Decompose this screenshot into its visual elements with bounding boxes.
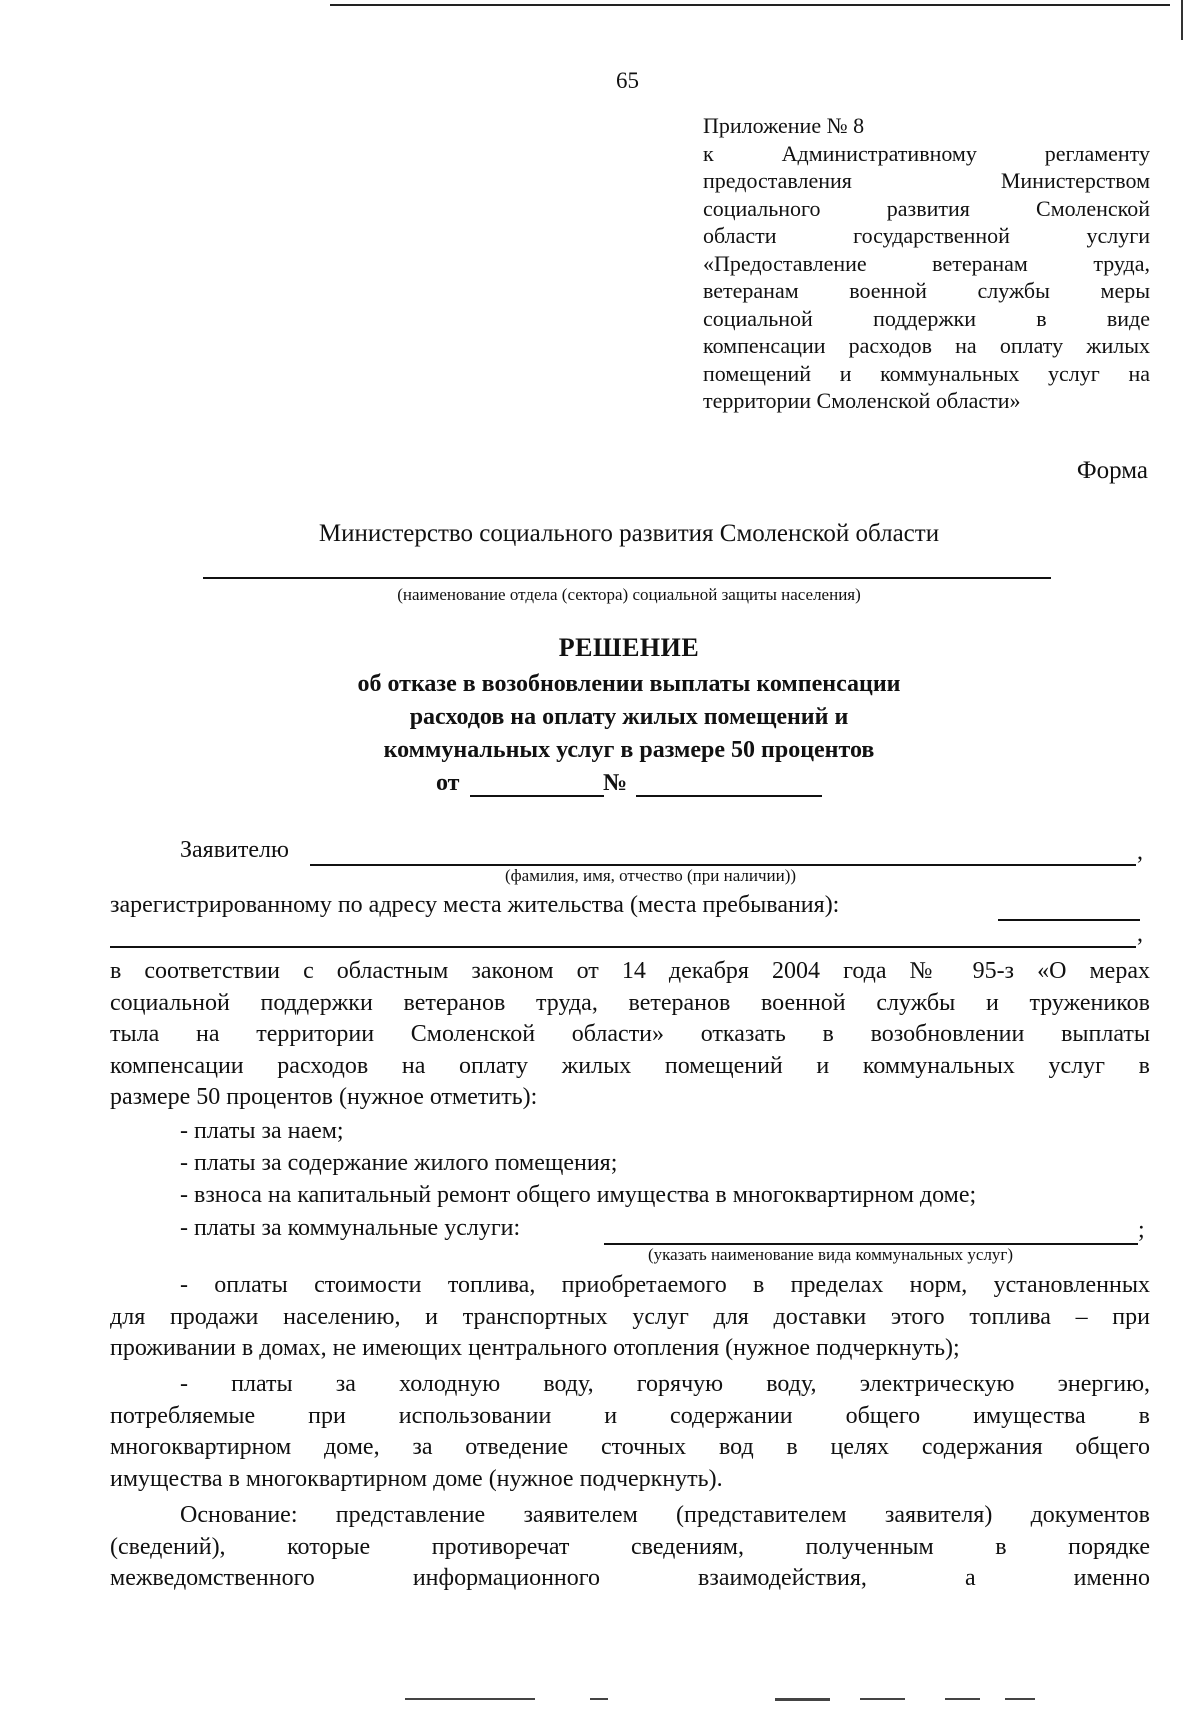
paragraph-line: Основание: представление заявителем (представителем заявителя) документов <box>180 1502 1150 1528</box>
appendix-line: компенсации расходов на оплату жилых <box>703 333 1150 358</box>
paragraph-line: потребляемые при использовании и содержании общего имущества в <box>110 1402 1150 1429</box>
comma: , <box>1137 839 1143 865</box>
appendix-line: области государственной услуги <box>703 223 1150 248</box>
address-fill-line <box>998 919 1140 921</box>
utilities-label: - платы за коммунальные услуги: <box>180 1215 521 1241</box>
appendix-line: Приложение № 8 <box>703 113 865 138</box>
appendix-line: социального развития Смоленской <box>703 195 1150 221</box>
appendix-line: помещений и коммунальных услуг на <box>703 360 1150 386</box>
paragraph-line: многоквартирном доме, за отведение сточных вод в целях содержания общего <box>110 1434 1150 1460</box>
appendix-line: к Административному регламенту <box>703 140 1150 166</box>
scan-artifact-line <box>775 1698 830 1701</box>
scan-artifact-line <box>1005 1698 1035 1700</box>
subtitle-line: об отказе в возобновлении выплаты компенсации <box>357 671 901 697</box>
paragraph-line: проживании в домах, не имеющих центрального отопления (нужное подчеркнуть); <box>110 1335 960 1361</box>
address-fill-line-2 <box>110 946 1136 948</box>
applicant-label: Заявителю <box>180 837 289 863</box>
paragraph-line: (сведений), которые противоречат сведениям, полученным в порядке <box>110 1533 1150 1560</box>
subtitle-line: коммунальных услуг в размере 50 процентов <box>383 737 875 763</box>
ministry-name: Министерство социального развития Смоленской области <box>318 520 940 547</box>
form-label: Форма <box>1076 457 1148 484</box>
list-block <box>180 1115 976 1211</box>
scan-artifact-line <box>405 1698 535 1700</box>
basis-paragraph <box>110 1500 1150 1595</box>
list-item: - платы за наем; <box>180 1118 344 1144</box>
appendix-line: ветеранам военной службы меры <box>703 278 1150 303</box>
paragraph-line: компенсации расходов на оплату жилых помещений и коммунальных услуг в <box>110 1052 1150 1079</box>
paragraph-line: в соответствии с областным законом от 14 декабря 2004 года № 95-з «О мерах <box>110 958 1150 984</box>
number-fill-line <box>636 795 822 797</box>
appendix-line: социальной поддержки в виде <box>703 305 1150 331</box>
paragraph-line: социальной поддержки ветеранов труда, ветеранов военной службы и тружеников <box>110 989 1150 1016</box>
main-paragraph <box>110 956 1150 1114</box>
scan-right-border <box>1181 0 1183 40</box>
department-caption: (наименование отдела (сектора) социальной защиты населения) <box>397 585 861 604</box>
date-number-line <box>436 770 836 800</box>
scan-top-border <box>330 4 1170 6</box>
address-label: зарегистрированному по адресу места жительства (места пребывания): <box>110 892 840 918</box>
appendix-line: территории Смоленской области» <box>703 388 1021 413</box>
paragraph-line: тыла на территории Смоленской области» отказать в возобновлении выплаты <box>110 1021 1150 1047</box>
department-fill-line <box>203 577 1051 579</box>
scan-artifact-line <box>590 1698 608 1700</box>
comma: , <box>1137 921 1143 947</box>
date-fill-line <box>470 795 604 797</box>
utilities-caption: (указать наименование вида коммунальных услуг) <box>648 1245 1014 1264</box>
fuel-paragraph <box>110 1270 1150 1365</box>
scan-artifact-line <box>860 1698 905 1700</box>
water-paragraph <box>110 1369 1150 1495</box>
paragraph-line: для продажи населению, и транспортных услуг для доставки этого топлива – при <box>110 1303 1150 1330</box>
subtitle-line: расходов на оплату жилых помещений и <box>409 704 849 730</box>
paragraph-line: размере 50 процентов (нужное отметить): <box>110 1084 538 1110</box>
number-sign: № <box>603 770 628 796</box>
document-title: РЕШЕНИЕ <box>558 633 700 662</box>
semicolon: ; <box>1138 1217 1145 1243</box>
applicant-caption: (фамилия, имя, отчество (при наличии)) <box>505 866 797 885</box>
appendix-block <box>703 112 1150 415</box>
date-prefix: от <box>436 770 460 796</box>
paragraph-line: - оплаты стоимости топлива, приобретаемого в пределах норм, установленных <box>180 1272 1150 1298</box>
appendix-line: «Предоставление ветеранам труда, <box>703 250 1150 276</box>
document-subtitle <box>0 668 1200 767</box>
appendix-line: предоставления Министерством <box>703 168 1150 193</box>
list-item: - платы за содержание жилого помещения; <box>180 1150 618 1176</box>
scan-artifact-line <box>945 1698 980 1700</box>
page-number: 65 <box>616 68 639 93</box>
paragraph-line: - платы за холодную воду, горячую воду, электрическую энергию, <box>180 1371 1150 1397</box>
paragraph-line: имущества в многоквартирном доме (нужное подчеркнуть). <box>110 1465 723 1492</box>
list-item: - взноса на капитальный ремонт общего имущества в многоквартирном доме; <box>180 1182 977 1208</box>
paragraph-line: межведомственного информационного взаимодействия, а именно <box>110 1565 1150 1591</box>
